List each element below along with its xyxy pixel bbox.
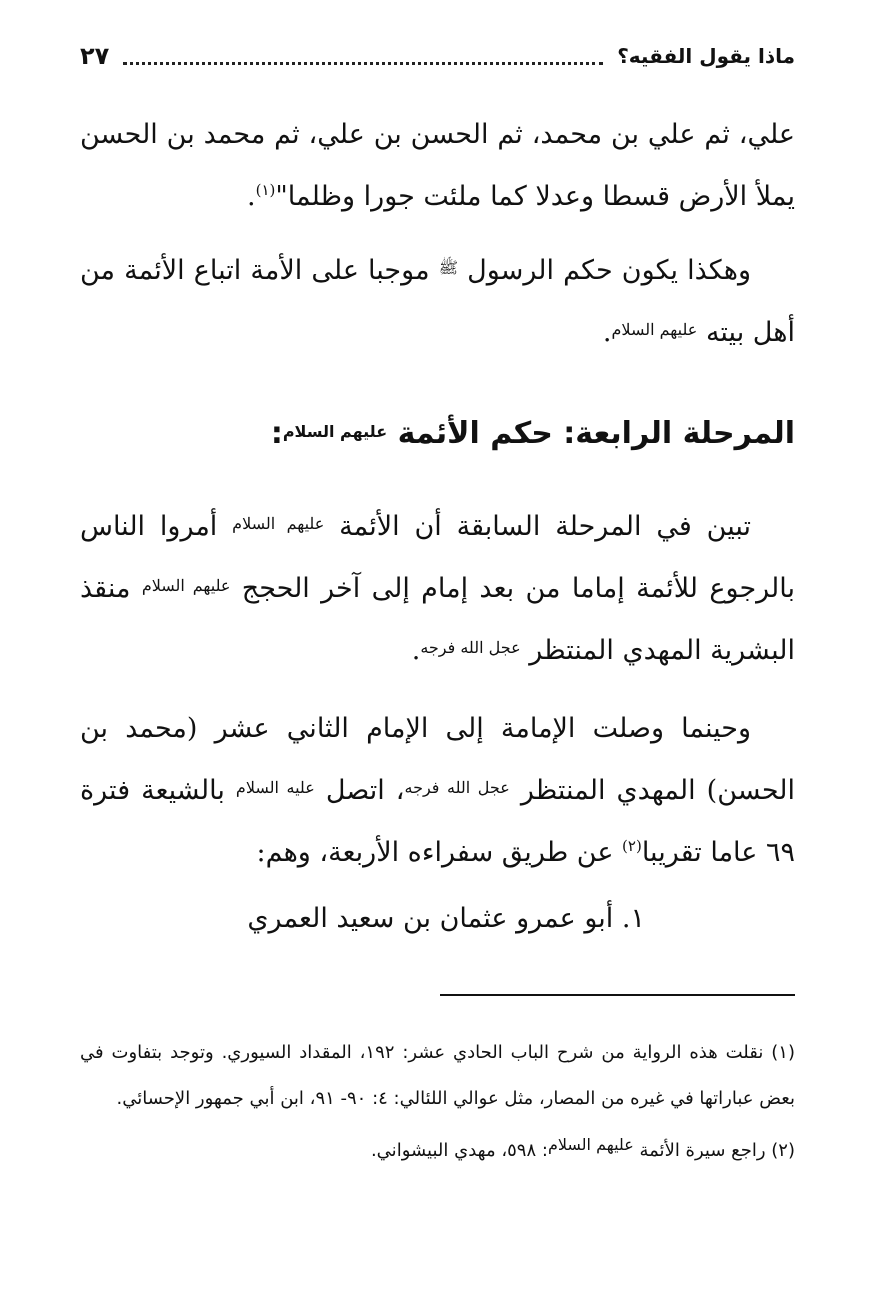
footnote-divider [440,994,795,996]
paragraph-4-text-a: وحينما وصلت الإمامة إلى الإمام الثاني عشر (محمد بن الحسن) المهدي المنتظر [80,713,796,806]
footnote-ref-2[interactable]: (٢) [622,837,642,855]
paragraph-2-end: . [602,317,612,348]
honorific-ajjal: عجل الله فرجه [420,638,521,657]
paragraph-4-text-c: بالشيعة فترة ٦٩ عاما تقريبا [80,775,795,868]
paragraph-3-text-c: منقذ البشرية المهدي المنتظر [80,573,795,666]
footnote-ref-1[interactable]: (١) [255,181,276,199]
paragraph-1-end: . [246,181,256,212]
honorific-alayhim: عليهم السلام [547,1135,634,1154]
footnote-2-text-b: : ٥٩٨، مهدي البيشواني. [370,1140,548,1161]
footnotes [80,1030,795,1174]
paragraph-1 [80,104,795,228]
honorific-ajjal: عجل الله فرجه [404,778,510,797]
list-item: ١. أبو عمرو عثمان بن سعيد العمري [247,903,645,934]
page-number: ٢٧ [80,42,110,70]
footnote-2 [80,1128,795,1174]
honorific-alayhim: عليهم السلام [232,514,325,533]
section-heading-honorific: عليهم السلام [282,422,388,441]
section-heading-subtitle: حكم الأئمة [397,416,553,451]
footnote-2-text-a: (٢) راجع سيرة الأئمة [639,1140,795,1161]
footnote-1: (١) نقلت هذه الرواية من شرح الباب الحادي عشر: ١٩٢، المقداد السيوري. وتوجد بتفاوت في بعض عباراتها في غيره من المصار، مثل عوالي اللئالي: ٤: ٩٠- ٩١، ابن أبي جمهور الإحسائي. [80,1042,795,1109]
honorific-alayhim: عليهم السلام [141,576,231,595]
paragraph-2-text-b: موجبا على الأمة اتباع الأئمة من أهل بيته [80,255,795,348]
dot-leader [123,56,603,65]
paragraph-1-text: علي، ثم علي بن محمد، ثم الحسن بن علي، ثم محمد بن الحسن يملأ الأرض قسطا وعدلا كما ملئت جورا وظلما" [80,119,795,212]
honorific-salawat: ﷺ [438,258,459,277]
section-heading [80,406,795,462]
book-page [80,38,795,1278]
section-heading-end: : [270,416,283,451]
paragraph-3 [80,496,795,682]
paragraph-3-text-b: أمروا الناس بالرجوع للأئمة إماما من بعد إمام إلى آخر الحجج [80,511,796,604]
paragraph-2-text-a: وهكذا يكون حكم الرسول [467,255,751,286]
honorific-alayhi: عليه السلام [235,778,315,797]
honorific-alayhim: عليهم السلام [611,320,698,339]
paragraph-3-text-a: تبين في المرحلة السابقة أن الأئمة [339,511,751,542]
paragraph-2 [80,240,795,364]
paragraph-4-text-b: ، اتصل [325,775,405,806]
section-heading-title: المرحلة الرابعة: [563,416,795,451]
running-title: ماذا يقول الفقيه؟ [617,44,795,68]
paragraph-4 [80,698,795,884]
running-header [80,38,795,74]
paragraph-3-end: . [411,635,421,666]
paragraph-4-text-d: عن طريق سفراءه الأربعة، وهم: [256,837,614,868]
